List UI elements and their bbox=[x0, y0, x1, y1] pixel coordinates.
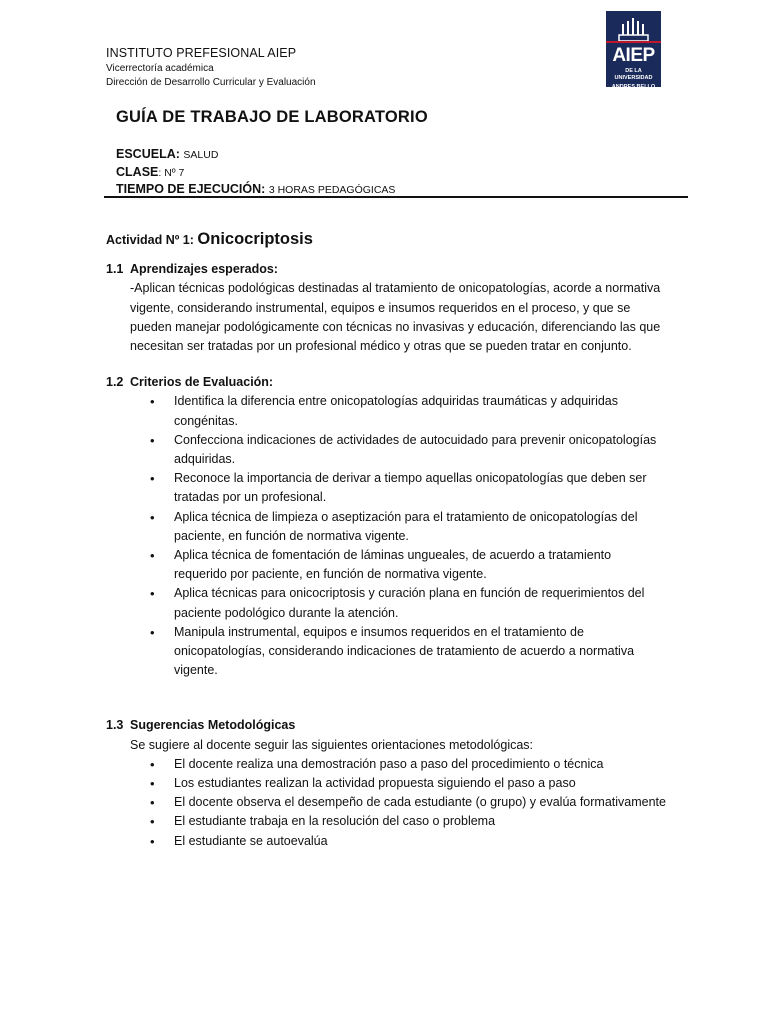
list-item: • Aplica técnica de fomentación de láminas ungueales, de acuerdo a tratamiento requerido por paciente, en función de normativa vigente. bbox=[174, 546, 666, 584]
section-heading bbox=[106, 260, 666, 279]
section-title: Aprendizajes esperados: bbox=[130, 262, 278, 277]
section-title: Sugerencias Metodológicas bbox=[130, 718, 296, 733]
guide-title: GUÍA DE TRABAJO DE LABORATORIO bbox=[116, 108, 428, 126]
activity-label: Actividad Nº 1: bbox=[106, 233, 194, 247]
section-text: -Aplican técnicas podológicas destinadas al tratamiento de onicopatologías, acorde a normativa vigente, considerando instrumental, equipos e insumos requeridos en el proceso, y que se pueden manejar podológicamente con técnicas no invasivas y educación, diferenciando las que necesitan ser tratadas por un profesional médico y otras que se pueden tratar en conjunto. bbox=[130, 281, 661, 354]
section-text: Se sugiere al docente seguir las siguientes orientaciones metodológicas: bbox=[130, 737, 534, 752]
vice-rectory: Vicerrectoría académica bbox=[106, 63, 214, 74]
logo-name: AIEP bbox=[612, 45, 655, 66]
escuela-row bbox=[116, 146, 395, 164]
tiempo-value: 3 HORAS PEDAGÓGICAS bbox=[268, 184, 396, 196]
methodology-list bbox=[106, 755, 666, 851]
list-item: • El docente realiza una demostración paso a paso del procedimiento o técnica bbox=[174, 755, 666, 774]
list-item: • Identifica la diferencia entre onicopatologías adquiridas traumáticas y adquiridas congénitas. bbox=[174, 392, 666, 430]
aiep-logo bbox=[606, 11, 661, 90]
section-title: Criterios de Evaluación: bbox=[130, 375, 274, 390]
list-item: • El docente observa el desempeño de cada estudiante (o grupo) y evalúa formativamente bbox=[174, 793, 666, 812]
section-heading bbox=[106, 373, 666, 392]
clase-value: : Nº 7 bbox=[158, 166, 185, 179]
list-item: • Manipula instrumental, equipos e insumos requeridos en el tratamiento de onicopatologías, considerando indicaciones de tratamiento de acuerdo a normativa vigente. bbox=[174, 623, 666, 681]
escuela-label: ESCUELA: bbox=[116, 147, 180, 161]
list-item: • Confecciona indicaciones de actividades de autocuidado para prevenir onicopatologías adquiridas. bbox=[174, 431, 666, 469]
logo-line2: ANDRES BELLO bbox=[611, 84, 656, 90]
institute-name: INSTITUTO PREFESIONAL AIEP bbox=[106, 46, 297, 60]
clase-row bbox=[116, 164, 395, 182]
list-item: • El estudiante se autoevalúa bbox=[174, 832, 666, 851]
activity-heading bbox=[106, 230, 666, 250]
list-item: • Los estudiantes realizan la actividad propuesta siguiendo el paso a paso bbox=[174, 774, 666, 793]
clase-label: CLASE bbox=[116, 164, 159, 179]
logo-line1: DE LA UNIVERSIDAD bbox=[614, 68, 653, 81]
logo-emblem-icon bbox=[606, 11, 661, 45]
document-body bbox=[106, 230, 666, 851]
list-item: • El estudiante trabaja en la resolución del caso o problema bbox=[174, 812, 666, 831]
curricular-direction: Dirección de Desarrollo Curricular y Evaluación bbox=[106, 77, 316, 88]
document-header bbox=[106, 46, 316, 88]
section-number: 1.3 bbox=[106, 718, 124, 733]
evaluation-criteria-list bbox=[106, 392, 666, 680]
section-number: 1.2 bbox=[106, 375, 124, 390]
tiempo-label: TIEMPO DE EJECUCIÓN: bbox=[116, 182, 266, 196]
header-divider bbox=[104, 196, 688, 198]
list-item: • Aplica técnicas para onicocriptosis y curación plana en función de requerimientos del paciente podológico durante la atención. bbox=[174, 584, 666, 622]
activity-name: Onicocriptosis bbox=[197, 230, 313, 248]
section-number: 1.1 bbox=[106, 262, 124, 277]
section-heading bbox=[106, 716, 666, 735]
list-item: • Aplica técnica de limpieza o aseptización para el tratamiento de onicopatologías del paciente, en función de normativa vigente. bbox=[174, 508, 666, 546]
logo-accent-strip bbox=[606, 41, 661, 43]
escuela-value: SALUD bbox=[183, 149, 219, 161]
list-item: • Reconoce la importancia de derivar a tiempo aquellas onicopatologías que deben ser tratadas por un profesional. bbox=[174, 469, 666, 507]
guide-meta bbox=[116, 146, 395, 199]
